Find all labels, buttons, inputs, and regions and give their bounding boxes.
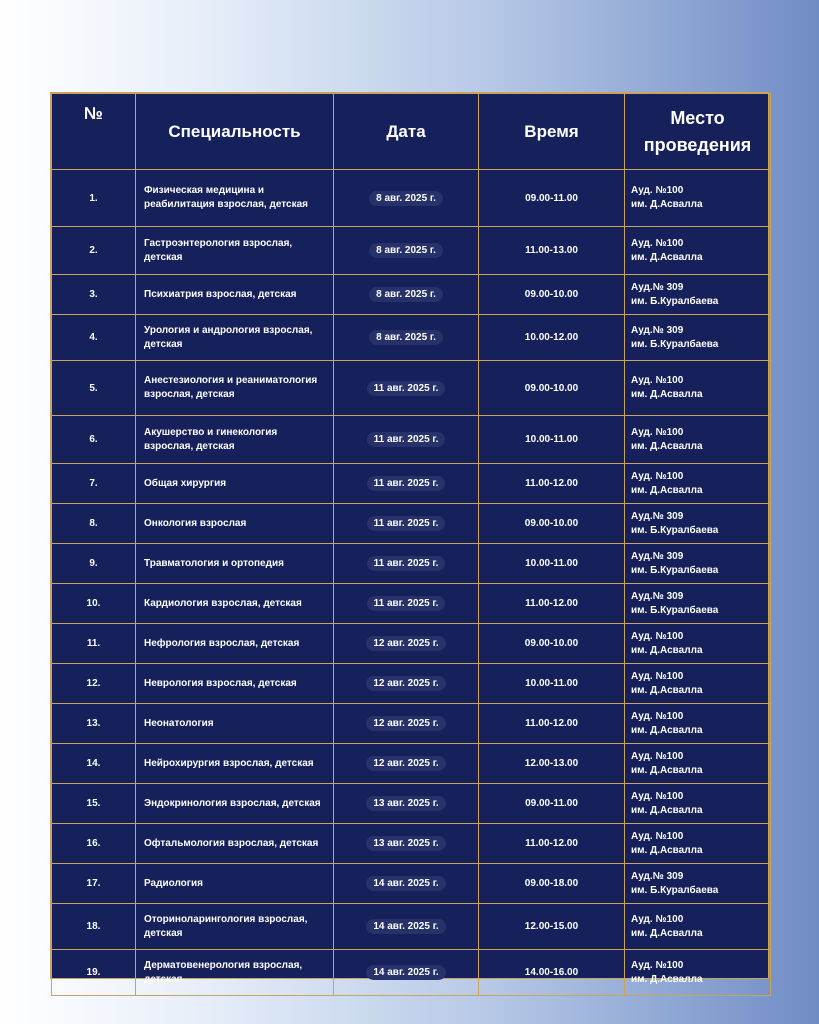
header-time: Время xyxy=(479,94,625,170)
row-time: 09.00-11.00 xyxy=(479,784,625,824)
row-time: 11.00-13.00 xyxy=(479,227,625,275)
row-specialty: Неонатология xyxy=(136,704,334,744)
header-place-line2: проведения xyxy=(643,134,752,155)
row-place-room: Ауд. №100 xyxy=(631,237,684,249)
row-date: 11 авг. 2025 г. xyxy=(367,432,446,447)
table-row xyxy=(52,315,771,361)
row-place xyxy=(625,544,771,584)
header-number: № xyxy=(52,94,136,170)
row-place-name: им. Д.Асвалла xyxy=(631,927,703,939)
row-number: 9. xyxy=(52,544,136,584)
row-specialty: Общая хирургия xyxy=(136,464,334,504)
header-date: Дата xyxy=(334,94,479,170)
row-time: 12.00-13.00 xyxy=(479,744,625,784)
table-row xyxy=(52,464,771,504)
table-row xyxy=(52,824,771,864)
row-number: 5. xyxy=(52,361,136,416)
row-place-name: им. Д.Асвалла xyxy=(631,251,703,263)
row-place-name: им. Д.Асвалла xyxy=(631,844,703,856)
row-specialty: Офтальмология взрослая, детская xyxy=(136,824,334,864)
row-place-name: им. Б.Куралбаева xyxy=(631,884,719,896)
row-date-cell xyxy=(334,744,479,784)
row-date: 13 авг. 2025 г. xyxy=(366,796,445,811)
row-number: 12. xyxy=(52,664,136,704)
row-number: 4. xyxy=(52,315,136,361)
row-number: 10. xyxy=(52,584,136,624)
table-row xyxy=(52,904,771,950)
row-time: 09.00-10.00 xyxy=(479,504,625,544)
header-place xyxy=(625,94,771,170)
row-date-cell xyxy=(334,664,479,704)
row-place-name: им. Д.Асвалла xyxy=(631,389,703,400)
row-date: 14 авг. 2025 г. xyxy=(366,919,445,934)
row-place-room: Ауд.№ 309 xyxy=(631,281,684,293)
row-place-room: Ауд.№ 309 xyxy=(631,590,684,602)
row-date-cell xyxy=(334,275,479,315)
table-row xyxy=(52,275,771,315)
row-date-cell xyxy=(334,784,479,824)
row-place xyxy=(625,784,771,824)
row-date-cell xyxy=(334,464,479,504)
table-row xyxy=(52,584,771,624)
row-date: 12 авг. 2025 г. xyxy=(366,716,445,731)
row-number: 13. xyxy=(52,704,136,744)
row-place-room: Ауд. №100 xyxy=(631,750,684,762)
row-place-room: Ауд. №100 xyxy=(631,630,684,642)
row-specialty: Нейрохирургия взрослая, детская xyxy=(136,744,334,784)
row-number: 1. xyxy=(52,170,136,227)
row-place xyxy=(625,361,771,416)
row-specialty: Урология и андрология взрослая, детская xyxy=(136,315,334,361)
row-number: 6. xyxy=(52,416,136,464)
row-place-name: им. Б.Куралбаева xyxy=(631,564,719,576)
row-number: 11. xyxy=(52,624,136,664)
row-place-name: им. Д.Асвалла xyxy=(631,440,703,452)
table-row xyxy=(52,950,771,996)
row-specialty: Онкология взрослая xyxy=(136,504,334,544)
table-header-row xyxy=(52,94,771,170)
row-place-name: им. Д.Асвалла xyxy=(631,644,703,656)
row-date-cell xyxy=(334,584,479,624)
table-row xyxy=(52,504,771,544)
row-specialty: Гастроэнтерология взрослая, детская xyxy=(136,227,334,275)
row-date-cell xyxy=(334,361,479,416)
row-time: 14.00-16.00 xyxy=(479,950,625,996)
row-place xyxy=(625,704,771,744)
row-number: 16. xyxy=(52,824,136,864)
row-specialty: Акушерство и гинекология взрослая, детская xyxy=(136,416,334,464)
row-place-name: им. Д.Асвалла xyxy=(631,199,703,210)
row-place-name: им. Б.Куралбаева xyxy=(631,338,719,350)
schedule-table xyxy=(51,93,771,996)
table-row xyxy=(52,170,771,227)
row-number: 15. xyxy=(52,784,136,824)
row-number: 17. xyxy=(52,864,136,904)
row-date-cell xyxy=(334,624,479,664)
row-place-name: им. Д.Асвалла xyxy=(631,484,703,496)
row-date: 11 авг. 2025 г. xyxy=(367,381,446,396)
row-place xyxy=(625,227,771,275)
row-specialty: Травматология и ортопедия xyxy=(136,544,334,584)
row-time: 09.00-10.00 xyxy=(479,361,625,416)
row-place-name: им. Д.Асвалла xyxy=(631,804,703,816)
table-row xyxy=(52,624,771,664)
row-place-name: им. Б.Куралбаева xyxy=(631,524,719,536)
table-row xyxy=(52,864,771,904)
row-time: 09.00-11.00 xyxy=(479,170,625,227)
row-date: 8 авг. 2025 г. xyxy=(369,330,443,345)
row-specialty: Дерматовенерология взрослая, детская xyxy=(136,950,334,996)
row-place-room: Ауд. №100 xyxy=(631,830,684,842)
row-date-cell xyxy=(334,824,479,864)
row-date-cell xyxy=(334,315,479,361)
row-date: 8 авг. 2025 г. xyxy=(369,191,443,206)
schedule-sheet xyxy=(50,92,769,985)
row-place-room: Ауд. №100 xyxy=(631,185,684,196)
row-date: 12 авг. 2025 г. xyxy=(366,756,445,771)
row-place xyxy=(625,864,771,904)
row-specialty: Оториноларингология взрослая, детская xyxy=(136,904,334,950)
row-place xyxy=(625,744,771,784)
row-place xyxy=(625,275,771,315)
row-date-cell xyxy=(334,864,479,904)
row-time: 11.00-12.00 xyxy=(479,704,625,744)
row-date: 11 авг. 2025 г. xyxy=(367,516,446,531)
row-date: 11 авг. 2025 г. xyxy=(367,596,446,611)
row-place-room: Ауд. №100 xyxy=(631,375,684,386)
table-row xyxy=(52,544,771,584)
row-number: 3. xyxy=(52,275,136,315)
table-row xyxy=(52,704,771,744)
row-place-name: им. Д.Асвалла xyxy=(631,684,703,696)
row-place-name: им. Б.Куралбаева xyxy=(631,604,719,616)
row-place-room: Ауд.№ 309 xyxy=(631,510,684,522)
row-time: 10.00-12.00 xyxy=(479,315,625,361)
row-place xyxy=(625,584,771,624)
row-place xyxy=(625,464,771,504)
row-date-cell xyxy=(334,544,479,584)
row-date-cell xyxy=(334,950,479,996)
row-number: 18. xyxy=(52,904,136,950)
row-specialty: Радиология xyxy=(136,864,334,904)
row-place-name: им. Б.Куралбаева xyxy=(631,295,719,307)
row-specialty: Эндокринология взрослая, детская xyxy=(136,784,334,824)
row-place-room: Ауд. №100 xyxy=(631,913,684,925)
row-date: 12 авг. 2025 г. xyxy=(366,676,445,691)
row-date-cell xyxy=(334,704,479,744)
row-date: 14 авг. 2025 г. xyxy=(366,876,445,891)
row-number: 14. xyxy=(52,744,136,784)
row-place xyxy=(625,170,771,227)
row-time: 11.00-12.00 xyxy=(479,464,625,504)
row-date: 8 авг. 2025 г. xyxy=(369,287,443,302)
table-row xyxy=(52,784,771,824)
row-place xyxy=(625,664,771,704)
row-place xyxy=(625,904,771,950)
row-place-name: им. Д.Асвалла xyxy=(631,724,703,736)
row-place-room: Ауд.№ 309 xyxy=(631,870,684,882)
row-time: 11.00-12.00 xyxy=(479,824,625,864)
row-specialty: Психиатрия взрослая, детская xyxy=(136,275,334,315)
row-date: 11 авг. 2025 г. xyxy=(367,556,446,571)
row-time: 09.00-18.00 xyxy=(479,864,625,904)
row-place xyxy=(625,504,771,544)
row-time: 11.00-12.00 xyxy=(479,584,625,624)
row-time: 09.00-10.00 xyxy=(479,624,625,664)
row-place-name: им. Д.Асвалла xyxy=(631,973,703,985)
row-date-cell xyxy=(334,504,479,544)
row-number: 2. xyxy=(52,227,136,275)
row-time: 10.00-11.00 xyxy=(479,416,625,464)
row-place-room: Ауд. №100 xyxy=(631,710,684,722)
row-date-cell xyxy=(334,170,479,227)
row-place-room: Ауд.№ 309 xyxy=(631,550,684,562)
row-specialty: Кардиология взрослая, детская xyxy=(136,584,334,624)
row-place-name: им. Д.Асвалла xyxy=(631,764,703,776)
row-number: 19. xyxy=(52,950,136,996)
row-place xyxy=(625,315,771,361)
row-place-room: Ауд. №100 xyxy=(631,670,684,682)
row-specialty: Неврология взрослая, детская xyxy=(136,664,334,704)
row-date: 14 авг. 2025 г. xyxy=(366,965,445,980)
row-place xyxy=(625,950,771,996)
row-date-cell xyxy=(334,904,479,950)
row-place xyxy=(625,624,771,664)
row-place-room: Ауд. №100 xyxy=(631,790,684,802)
table-row xyxy=(52,664,771,704)
row-specialty: Физическая медицина и реабилитация взрослая, детская xyxy=(136,170,334,227)
row-place-room: Ауд.№ 309 xyxy=(631,324,684,336)
header-specialty: Специальность xyxy=(136,94,334,170)
row-place xyxy=(625,824,771,864)
row-number: 7. xyxy=(52,464,136,504)
row-place xyxy=(625,416,771,464)
row-place-room: Ауд. №100 xyxy=(631,470,684,482)
table-row xyxy=(52,361,771,416)
row-specialty: Анестезиология и реаниматология взрослая, детская xyxy=(136,361,334,416)
row-time: 12.00-15.00 xyxy=(479,904,625,950)
row-place-room: Ауд. №100 xyxy=(631,959,684,971)
row-specialty: Нефрология взрослая, детская xyxy=(136,624,334,664)
row-date-cell xyxy=(334,416,479,464)
table-row xyxy=(52,227,771,275)
row-time: 09.00-10.00 xyxy=(479,275,625,315)
row-date: 8 авг. 2025 г. xyxy=(369,243,443,258)
row-place-room: Ауд. №100 xyxy=(631,426,684,438)
row-number: 8. xyxy=(52,504,136,544)
row-date: 11 авг. 2025 г. xyxy=(367,476,446,491)
table-row xyxy=(52,416,771,464)
row-time: 10.00-11.00 xyxy=(479,544,625,584)
table-row xyxy=(52,744,771,784)
row-time: 10.00-11.00 xyxy=(479,664,625,704)
header-place-line1: Место xyxy=(670,107,725,128)
row-date: 13 авг. 2025 г. xyxy=(366,836,445,851)
row-date-cell xyxy=(334,227,479,275)
row-date: 12 авг. 2025 г. xyxy=(366,636,445,651)
